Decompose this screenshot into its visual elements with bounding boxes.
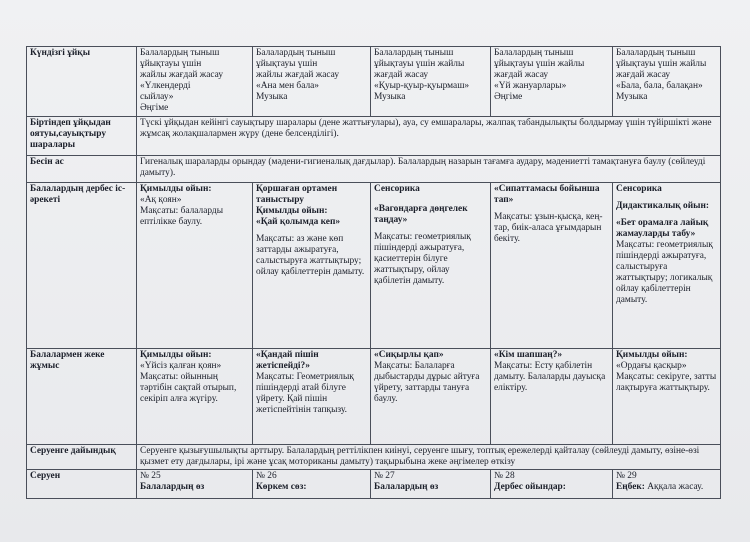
independent-cell-3 (371, 182, 491, 348)
individual-cell-2 (253, 348, 371, 444)
activity-name: «Сипаттамасы бойынша тап» (494, 183, 600, 205)
walk-activity: Балалардың өз (140, 481, 205, 492)
activity-goal: Мақсаты: аз және көп заттарды ажыратуға, салыстыруға жаттықтыру; ойлау қабілеттерін дамыту. (256, 233, 365, 278)
activity-subtitle: Дидактикалық ойын: (616, 200, 709, 211)
walk-cell-2 (253, 469, 371, 498)
activity-name: «Қандай пішін жетіспейді?» (256, 349, 319, 371)
individual-cell-1 (137, 348, 253, 444)
cell-line: Музыка (374, 92, 406, 103)
walk-cell-5 (613, 469, 721, 498)
cell-line: Балалардың тыныш (374, 48, 454, 58)
walk-activity: Дербес ойындар: (494, 481, 566, 492)
individual-cell-4 (491, 348, 613, 444)
individual-cell-3 (371, 348, 491, 444)
walk-cell-4 (491, 469, 613, 498)
cell-line: «Үлкендерді (140, 81, 191, 92)
cell-line: Әңгіме (494, 92, 523, 103)
row-independent-activity (27, 182, 721, 348)
activity-title: Сенсорика (616, 183, 662, 194)
walk-number: № 28 (494, 470, 515, 481)
activity-title: Қоршаған ортамен (256, 183, 338, 194)
row-day-sleep (27, 47, 721, 117)
activity-name: «Қай қолымда кеп» (256, 216, 341, 227)
activity-goal: Мақсаты: ойынның тәртібін сақтай отырып, секіріп алға жүгіру. (140, 371, 237, 404)
walk-activity-label: Еңбек: (616, 481, 645, 492)
walk-prep-text: Серуенге қызығушылықты арттыру. Балалардың реттілікпен киінуі, серуенге шығу, топтық ережелерді қайталау (сөйлеуді дамыту, өзіне-өзі қызмет ету дағдылары, ірі және ұсақ моториканы дамыту) тақырыбына жеке әңгімелер өткізу (137, 444, 721, 469)
activity-title: Қимылды ойын: (140, 349, 212, 360)
cell-line: Музыка (616, 92, 648, 103)
cell-line: Балалардың тыныш (494, 48, 574, 58)
activity-goal: Мақсаты: геометриялық пішіндерді ажыратуға, салыстыруға жаттықтыру; логикалық ойлау қабілеттерін дамыту. (616, 239, 713, 306)
activity-title: таныстыру (256, 194, 304, 205)
activity-title: Сенсорика (374, 183, 420, 194)
activity-title: Қимылды ойын: (616, 349, 688, 360)
walk-activity: Балалардың өз (374, 481, 439, 492)
row-label: Серуенге дайындық (27, 444, 137, 469)
cell-line: «Бала, бала, балақан» (616, 81, 703, 92)
cell-line: Музыка (256, 92, 288, 103)
daily-schedule-table (26, 46, 721, 499)
independent-cell-4 (491, 182, 613, 348)
row-individual-work (27, 348, 721, 444)
activity-goal: Мақсаты: Геометриялық пішіндерді атай білуге үйрету. Қай пішін жетіспейтінін тапқызу. (256, 371, 354, 416)
cell-line: Балалардың тыныш (616, 48, 696, 58)
row-label: Балалармен жеке жұмыс (27, 348, 137, 444)
row-snack (27, 155, 721, 182)
walk-number: № 29 (616, 470, 637, 481)
walk-activity: Көркем сөз: (256, 481, 307, 492)
independent-cell-5 (613, 182, 721, 348)
snack-text: Гигеналық шараларды орындау (мәдени-гигиеналық дағдылар). Балалардың назарын тағамға аудару, мәдениетті тамақтануға баулу (сөйлеуді дамыту). (137, 155, 721, 182)
individual-cell-5 (613, 348, 721, 444)
independent-cell-1 (137, 182, 253, 348)
cell-line: ұйықтауы үшін (256, 59, 318, 70)
activity-title: Қимылды ойын: (256, 205, 328, 216)
row-gradual-rise (27, 116, 721, 155)
activity-name: «Ордағы қасқыр» (616, 360, 687, 371)
cell-line: Балалардың тыныш (256, 48, 336, 58)
row-walk (27, 469, 721, 498)
activity-name: «Ақ қоян» (140, 194, 182, 205)
day-sleep-cell-1 (137, 47, 253, 117)
activity-name: «Үйсіз қалған қоян» (140, 360, 222, 371)
cell-line: жағдай жасау (616, 70, 671, 81)
day-sleep-cell-4 (491, 47, 613, 117)
cell-line: «Қуыр-қуыр-қуырмаш» (374, 81, 470, 92)
activity-name: «Вагондарға дөңгелек таңдау» (374, 203, 468, 225)
row-label: Серуен (27, 469, 137, 498)
cell-line: «Үй жануарлары» (494, 81, 567, 92)
activity-title: Қимылды ойын: (140, 183, 212, 194)
activity-goal: Мақсаты: секіруге, затты лақтыруға жаттықтыру. (616, 371, 717, 393)
walk-number: № 25 (140, 470, 161, 481)
walk-cell-1 (137, 469, 253, 498)
row-label: Бесін ас (27, 155, 137, 182)
activity-name: «Сиқырлы қап» (374, 349, 444, 360)
independent-cell-2 (253, 182, 371, 348)
activity-goal: Мақсаты: балаларды ептілікке баулу. (140, 205, 223, 227)
gradual-rise-text: Түскі ұйқыдан кейінгі сауықтыру шаралары (дене жаттығулары), ауа, су емшаралары, жалпақ табандылықты болдырмау үшін түйіршікті жәнe жұмсақ жолақшалармен жүру (дене белсенділігі). (137, 116, 721, 155)
cell-line: сыйлау» (140, 92, 174, 103)
walk-number: № 26 (256, 470, 277, 481)
cell-line: «Ана мен бала» (256, 81, 319, 92)
cell-line: жағдай жасау (494, 70, 549, 81)
row-label: Біртіндеп ұйқыдан оятуы,сауықтыру шаралары (27, 116, 137, 155)
day-sleep-cell-5 (613, 47, 721, 117)
cell-line: жайлы жағдай жасау (256, 70, 340, 81)
cell-line: жайлы жағдай жасау (140, 70, 224, 81)
cell-line: жағдай жасау (374, 70, 429, 81)
activity-name: «Бет орамалға лайық жамауларды табу» (616, 217, 709, 239)
cell-line: Балалардың тыныш (140, 48, 220, 58)
activity-goal: Мақсаты: геометриялық пішіндерді ажыратуға, қасиеттерін білуге жаттықтыру, ойлау қабілетін дамыту. (374, 231, 471, 287)
day-sleep-cell-3 (371, 47, 491, 117)
walk-activity: Аққала жасау. (647, 481, 704, 492)
row-label: Балалардың дербес іс-әрекеті (27, 182, 137, 348)
walk-number: № 27 (374, 470, 395, 481)
day-sleep-cell-2 (253, 47, 371, 117)
cell-line: Әңгіме (140, 103, 169, 114)
cell-line: ұйықтауы үшін жайлы (374, 59, 465, 70)
cell-line: ұйықтауы үшін (140, 59, 202, 70)
cell-line: ұйықтауы үшін жайлы (616, 59, 707, 70)
activity-goal: Мақсаты: Балаларға дыбыстарды дұрыс айтуға үйрету, заттарды тануға баулу. (374, 360, 480, 404)
activity-goal: Мақсаты: Есту қабілетін дамыту. Балаларды дауысқа еліктіру. (494, 360, 606, 393)
activity-name: «Кім шапшаң?» (494, 349, 563, 360)
walk-cell-3 (371, 469, 491, 498)
row-label: Күндізгі ұйқы (27, 47, 137, 117)
cell-line: ұйықтауы үшін жайлы (494, 59, 585, 70)
row-walk-preparation (27, 444, 721, 469)
activity-goal: Мақсаты: ұзын-қысқа, кең-тар, биік-аласа ұғымдарын бекіту. (494, 211, 603, 244)
